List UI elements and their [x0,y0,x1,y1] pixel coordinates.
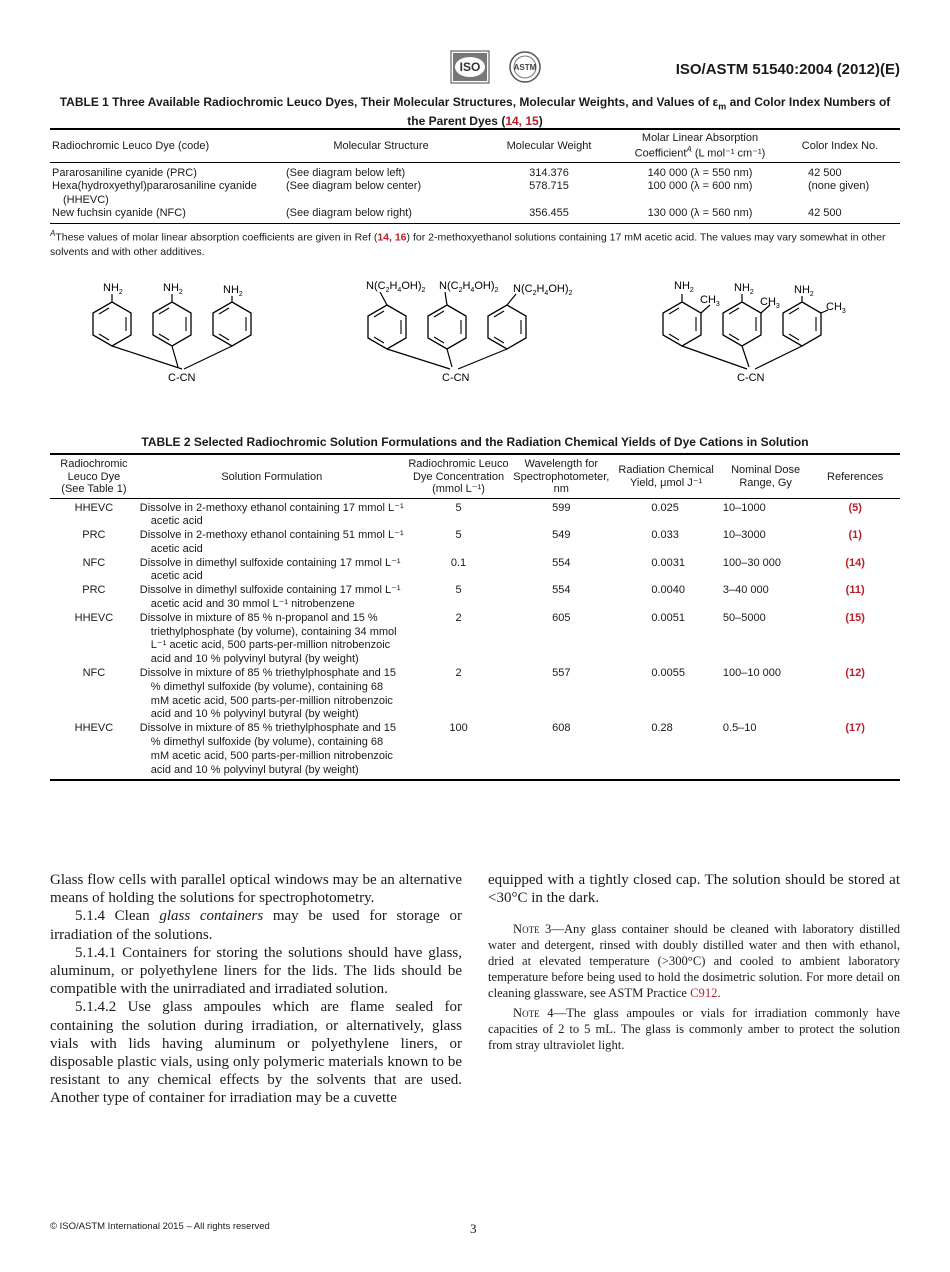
table2-cell-reference[interactable]: (5) [848,501,862,514]
table2-cell-yield: 0.0031 [651,556,685,569]
table2-cell-formulation: Dissolve in 2-methoxy ethanol containing 17 mmol L⁻¹ acetic acid [139,501,404,528]
svg-text:NH2: $NH_2$ [163,282,183,296]
svg-text:NH2: $NH_2$ [674,280,694,294]
standards-logos [450,50,546,84]
svg-text:NH2: $NH_2$ [794,284,814,298]
table1-cell-dye: New fuchsin cyanide (NFC) [52,207,186,220]
table2-cell-yield: 0.0051 [651,611,685,624]
table-row [50,162,900,180]
table1-cell-weight: 578.715 [529,180,569,193]
table1-cell-absorption: 100 000 (λ = 600 nm) [647,180,753,193]
svg-text:NH2: $NH_2$ [223,284,243,298]
svg-text:CH3: $CH_3$ [826,301,846,315]
table2-cell-reference[interactable]: (12) [845,667,865,680]
structure-hhevc [366,280,573,384]
table2-cell-formulation: Dissolve in mixture of 85 % n-propanol and 15 % triethylphosphate (by volume), containing 34 mmol L⁻¹ acetic acid, 500 parts-per-million nitrobenzoic acid and 10 % polyvinyl butyral (by weight) [139,611,397,666]
table2 [50,453,900,781]
svg-text:C-CN: C-CN [442,372,470,384]
paragraph: equipped with a tightly closed cap. The solution should be stored at <30°C in the dark. [488,872,900,907]
svg-text:C-CN: C-CN [737,372,765,384]
table1-footnote-refs[interactable]: 14, 16 [377,231,407,244]
table2-header-wavelength: Wavelength for Spectrophotometer, nm [511,454,611,498]
table1-cell-structure: (See diagram below left) [286,166,406,179]
table1-header-absorption: Molar Linear Absorption Coefficient$^A$ (L mol⁻¹ cm⁻¹) [620,129,780,162]
section-5-1-4-1: 5.1.4.1 Containers for storing the solutions should have glass, aluminum, or polyethylene liners for the lids. The lids should be compatible with the unirradiated and irradiated solution. [50,944,462,998]
table2-cell-formulation: Dissolve in dimethyl sulfoxide containing 17 mmol L⁻¹ acetic acid and 30 mmol L⁻¹ nitrobenzene [139,584,401,611]
table2-cell-formulation: Dissolve in 2-methoxy ethanol containing 51 mmol L⁻¹ acetic acid [139,529,404,555]
table2-header-concentration: Radiochromic Leuco Dye Concentration (mmol L⁻¹) [406,454,512,498]
table2-cell-dose: 100–30 000 [722,556,782,569]
table1-caption: TABLE 1 Three Available Radiochromic Leuco Dyes, Their Molecular Structures, Molecular Weights, and Values of $\varepsilon_m$ and Color Index Numbers of the Parent Dyes (14, 15) [59,95,891,129]
table2-cell-dose: 3–40 000 [722,584,769,597]
table2-cell-concentration: 2 [455,611,462,624]
table2-cell-yield: 0.025 [651,501,679,514]
svg-text:CH3: $CH_3$ [700,294,720,308]
molecular-structures [50,272,900,392]
table2-cell-dose: 0.5–10 [722,722,757,735]
table2-caption: TABLE 2 Selected Radiochromic Solution Formulations and the Radiation Chemical Yields of Dye Cations in Solution [141,435,809,449]
table2-cell-dye: HHEVC [74,501,114,514]
table2-cell-dose: 100–10 000 [722,667,782,680]
table1-footnote: $^A$These values of molar linear absorption coefficients are given in Ref (14, 16) for 2-methoxyethanol solutions containing 17 mM acetic acid. The values may vary somewhat in other solvents and with other additives. [50,229,886,258]
table-row [50,207,900,223]
svg-text:C-CN: C-CN [168,372,196,384]
table2-cell-concentration: 5 [455,501,462,514]
svg-text:CH3: $CH_3$ [760,296,780,310]
table1-cell-weight: 356.455 [529,207,569,220]
note-3: Note 3—Any glass container should be cleaned with laboratory distilled water and detergent, rinsed with doubly distilled water and then with ethanol, dried at elevated temperature (>300°C) and cooled to ambient laboratory temperature before being used to hold the dosimetric solution. For more detail on cleaning glassware, see ASTM Practice C912. [488,922,901,1001]
table-row [50,667,900,722]
table1-cell-color-index: 42 500 [808,166,842,179]
table2-cell-yield: 0.28 [651,722,673,735]
svg-text:NH2: $NH_2$ [103,282,123,296]
page-number: 3 [470,1221,477,1236]
table2-cell-dose: 10–1000 [722,501,766,514]
section-5-1-4-2: 5.1.4.2 Use glass ampoules which are flame sealed for containing the solution during irradiation, or alternatively, glass vials with lids having aluminum or polyethylene liners, or disposable plastic vials, using only polymeric materials known to be resistant to any chemical effects by the solvents that are used. Another type of container for irradiation may be a cuvette [50,999,462,1107]
table1 [50,128,900,224]
astm-c912-link[interactable]: C912 [690,986,718,1001]
table2-cell-wavelength: 557 [552,667,571,680]
table-row [50,529,900,557]
table2-cell-dye: HHEVC [74,722,114,735]
svg-text:N(C2H4OH)2: $N(C_2H_4OH)_2$ [513,283,573,297]
table2-cell-wavelength: 608 [552,722,571,735]
table2-header-dye: Radiochromic Leuco Dye (See Table 1) [50,454,138,498]
table2-cell-reference[interactable]: (17) [845,722,865,735]
table2-cell-wavelength: 599 [552,501,571,514]
structure-nfc [663,280,846,384]
svg-text:NH2: $NH_2$ [734,282,754,296]
body-right-column [488,871,900,1053]
table1-cell-absorption: 140 000 (λ = 550 nm) [647,166,753,179]
table-row [50,180,900,207]
table2-cell-dye: HHEVC [74,611,114,624]
svg-text:ISO: ISO [459,60,481,74]
table1-cell-dye: Pararosaniline cyanide (PRC) [52,166,197,179]
table1-header-dye: Radiochromic Leuco Dye (code) [50,129,284,162]
table2-cell-wavelength: 549 [552,529,571,542]
svg-text:N(C2H4OH)2: $N(C_2H_4OH)_2$ [439,280,499,294]
table-row [50,722,900,780]
table2-cell-formulation: Dissolve in mixture of 85 % triethylphosphate and 15 % dimethyl sulfoxide (by volume), containing 68 mM acetic acid, 500 parts-per-million nitrobenzoic acid and 10 % polyvinyl butyral (by weight) [139,722,396,776]
body-left-column [50,871,462,1108]
table2-cell-concentration: 0.1 [450,556,467,569]
table2-cell-dose: 10–3000 [722,529,766,542]
table2-cell-wavelength: 554 [552,584,571,597]
table2-header-yield: Radiation Chemical Yield, μmol J⁻¹ [611,454,721,498]
table-row [50,557,900,585]
table2-cell-dose: 50–5000 [722,611,766,624]
section-5-1-4: 5.1.4 Clean glass containers may be used for storage or irradiation of the solutions. [50,908,462,943]
paragraph: Glass flow cells with parallel optical windows may be an alternative means of holding the solutions for spectrophotometry. [50,872,462,907]
table2-cell-reference[interactable]: (1) [848,529,862,542]
table2-cell-formulation: Dissolve in mixture of 85 % triethylphosphate and 15 % dimethyl sulfoxide (by volume), containing 68 mM acetic acid, 500 parts-per-million nitrobenzoic acid and 10 % polyvinyl butyral (by weight) [139,667,396,721]
iso-logo [451,51,489,83]
table1-cell-color-index: (none given) [808,180,870,193]
table-row [50,498,900,529]
table1-cell-color-index: 42 500 [808,207,842,220]
table2-header-references: References [810,454,900,498]
table2-cell-yield: 0.033 [651,529,679,542]
table2-cell-concentration: 2 [455,667,462,680]
table2-header-row [50,454,900,498]
document-id: ISO/ASTM 51540:2004 (2012)(E) [675,61,900,78]
svg-text:N(C2H4OH)2: $N(C_2H_4OH)_2$ [366,280,426,294]
table2-cell-wavelength: 605 [552,611,571,624]
table2-cell-reference[interactable]: (11) [845,584,865,597]
table2-cell-formulation: Dissolve in dimethyl sulfoxide containing 17 mmol L⁻¹ acetic acid [139,556,401,583]
table1-cell-absorption: 130 000 (λ = 560 nm) [647,207,753,220]
table2-cell-concentration: 5 [455,584,462,597]
table2-header-dose: Nominal Dose Range, Gy [721,454,810,498]
table1-header-color-index: Color Index No. [780,129,900,162]
table2-cell-dye: PRC [82,529,106,542]
svg-text:ASTM: ASTM [513,63,537,72]
table2-cell-reference[interactable]: (15) [845,611,865,624]
table2-cell-dye: PRC [82,584,106,597]
table1-cell-weight: 314.376 [529,166,569,179]
table1-cell-dye: Hexa(hydroxyethyl)pararosaniline cyanide (HHEVC) [52,180,257,206]
table1-header-weight: Molecular Weight [478,129,620,162]
table1-cell-structure: (See diagram below right) [286,207,412,220]
table2-cell-yield: 0.0040 [651,584,685,597]
table-row [50,584,900,612]
table2-cell-reference[interactable]: (14) [845,556,865,569]
table2-cell-dye: NFC [82,667,106,680]
table2-header-formulation: Solution Formulation [138,454,406,498]
table1-cell-structure: (See diagram below center) [286,180,422,193]
table2-cell-yield: 0.0055 [651,667,685,680]
note-4: Note 4—The glass ampoules or vials for irradiation commonly have capacities of 2 to 5 mL. The glass is commonly amber to protect the solution from stray ultraviolet light. [488,1006,900,1053]
table1-header-structure: Molecular Structure [284,129,478,162]
table1-caption-refs[interactable]: 14, 15 [505,114,539,129]
copyright-footer: © ISO/ASTM International 2015 – All rights reserved [50,1221,270,1232]
table2-cell-concentration: 100 [449,722,468,735]
table1-header-row [50,129,900,162]
structure-prc [93,282,251,384]
table-row [50,612,900,667]
table2-cell-concentration: 5 [455,529,462,542]
table2-cell-wavelength: 554 [552,556,571,569]
astm-logo [510,52,540,82]
table2-cell-dye: NFC [82,556,106,569]
